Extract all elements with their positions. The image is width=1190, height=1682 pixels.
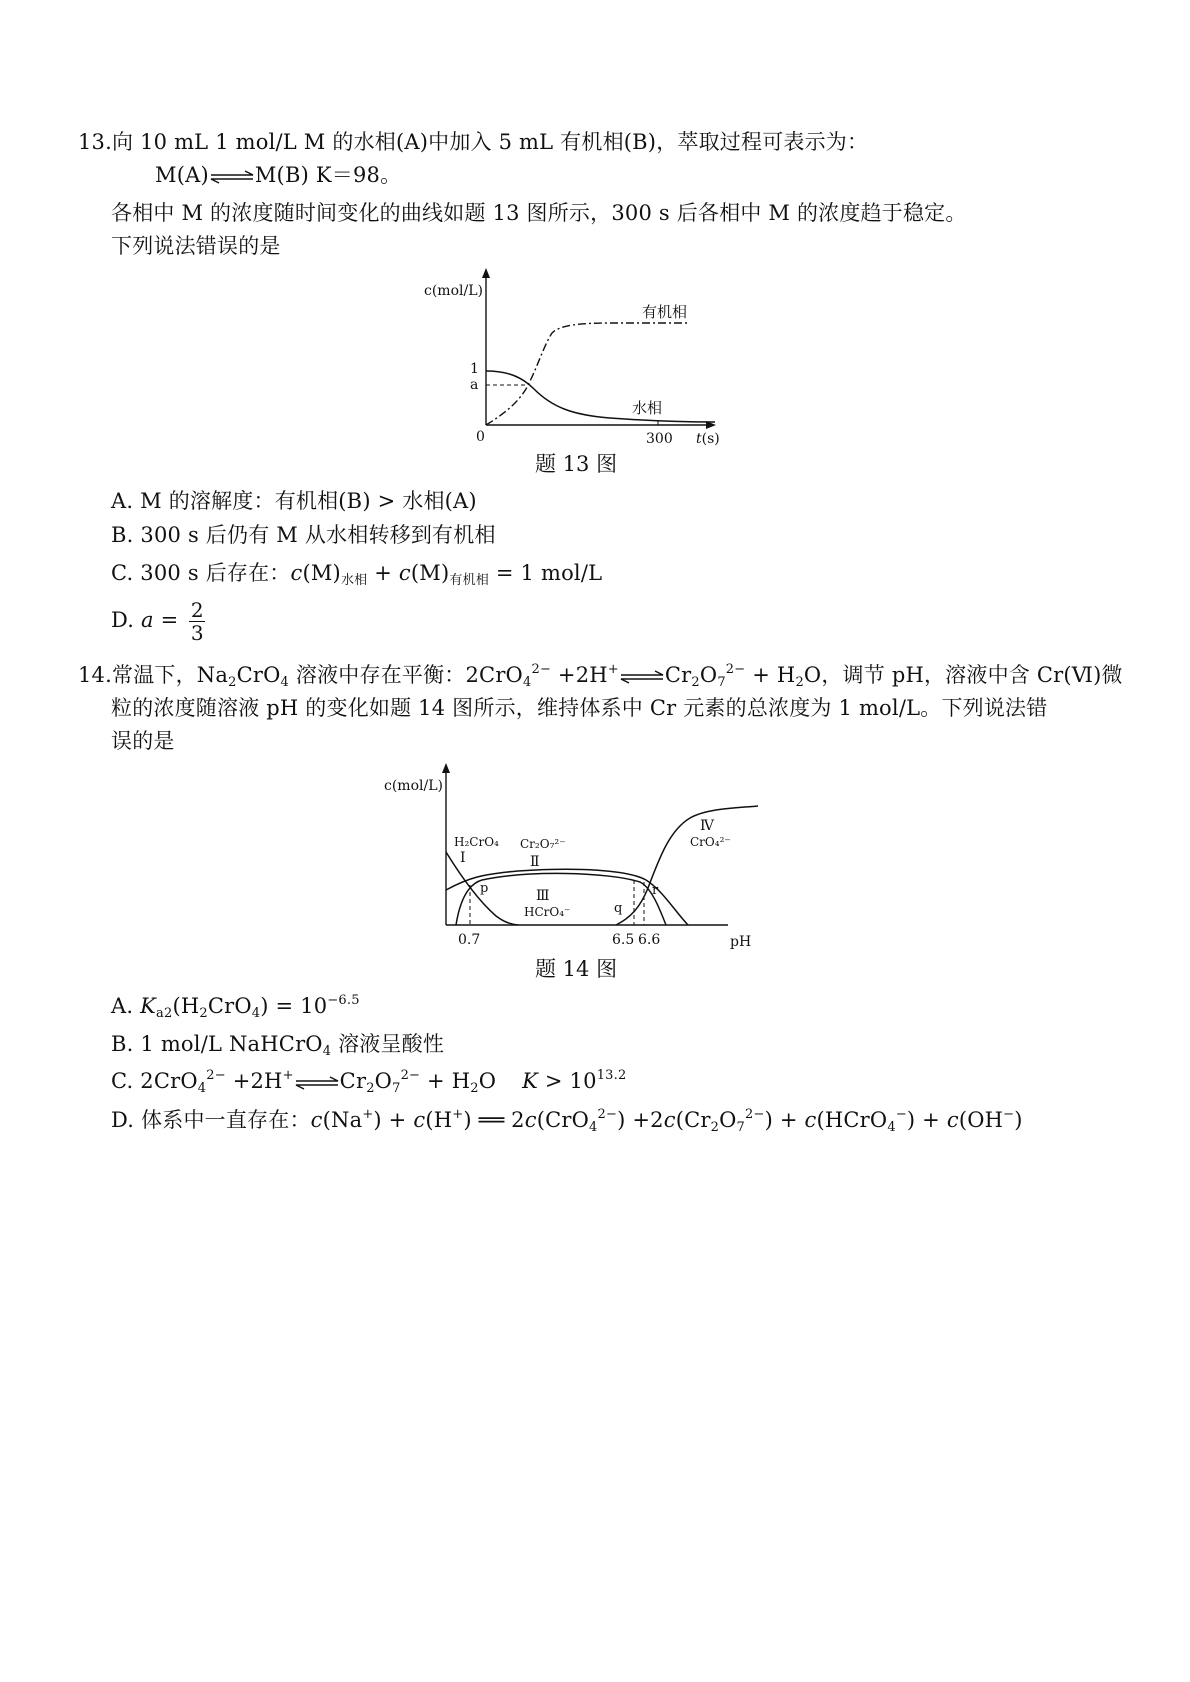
- q13-ytick-a: a: [470, 377, 479, 393]
- q14-label-IV: Ⅳ: [700, 818, 714, 834]
- equilibrium-arrow-icon: [209, 170, 255, 184]
- q13-y-arrow: [482, 268, 490, 278]
- q14-y-arrow: [442, 763, 450, 773]
- q14-number: 14.: [78, 663, 112, 687]
- q13-equation: M(A) M(B) K＝98。: [155, 163, 402, 187]
- q13-xtick-300: 300: [646, 431, 673, 447]
- q13-stem-line1: 13.向 10 mL 1 mol/L M 的水相(A)中加入 5 mL 有机相(B)，萃取过程可表示为：: [78, 130, 869, 154]
- equilibrium-arrow-icon: [294, 1076, 340, 1090]
- q14-point-q: q: [614, 901, 623, 916]
- q13-ylabel: c(mol/L): [424, 283, 483, 299]
- q13-caption: 题 13 图: [535, 452, 618, 476]
- q14-label-III: Ⅲ: [536, 888, 550, 904]
- q13-option-b: B. 300 s 后仍有 M 从水相转移到有机相: [111, 523, 496, 547]
- q14-ylabel: c(mol/L): [384, 778, 443, 794]
- q14-point-p: p: [480, 881, 489, 896]
- q13-ytick-1: 1: [470, 361, 479, 377]
- q14-curve-IV: [616, 806, 758, 925]
- q14-label-I-formula: H₂CrO₄: [454, 835, 499, 849]
- q13-option-c: C. 300 s 后存在：$c(M)_{水相} + c(M)_{有机相} = 1$ mol/L: [111, 561, 603, 588]
- q13-stem-line4: 下列说法错误的是: [111, 234, 281, 258]
- q14-option-d: D. 体系中一直存在：c(Na+) + c(H+) ══ $2c(CrO_4^{2-}) +2c(Cr_2O_7^{2-})$ + c(HCrO$_4$−) + c(OH−): [111, 1107, 1023, 1135]
- q13-label-aqueous: 水相: [632, 399, 663, 417]
- q13-label-organic: 有机相: [642, 303, 688, 321]
- q14-stem-line2: 粒的浓度随溶液 pH 的变化如题 14 图所示，维持体系中 Cr 元素的总浓度为 1 mol/L。下列说法错: [111, 696, 1048, 720]
- q13-figure: [410, 265, 740, 455]
- q14-label-III-formula: HCrO₄⁻: [524, 905, 571, 919]
- q13-origin: 0: [476, 429, 485, 445]
- q13-number: 13.: [78, 130, 112, 154]
- q14-stem-line1: 14.常温下，$Na_2CrO_4$ 溶液中存在平衡：2CrO$_4^{2-}$ +2H+ $Cr_2O_7^{2-} + H_2O$，调节 pH，溶液中含 Cr(Ⅵ)微: [78, 662, 1123, 690]
- q14-option-a: A. $K_{a2}(H_2CrO_4) = 10^{-6.5}$: [111, 993, 360, 1021]
- q13-fraction: $\frac{2}{3}$: [190, 598, 204, 645]
- equilibrium-arrow-icon: [619, 670, 665, 684]
- q14-xlabel: pH: [730, 934, 752, 950]
- q14-label-II-formula: Cr₂O₇²⁻: [520, 837, 566, 851]
- q14-xtick-0.7: 0.7: [458, 932, 481, 948]
- q14-label-I: Ⅰ: [460, 850, 466, 866]
- q14-caption: 题 14 图: [535, 957, 618, 981]
- q14-label-IV-formula: CrO₄²⁻: [690, 835, 731, 849]
- q14-option-b: B. 1 mol/L NaHCrO$_4$ 溶液呈酸性: [111, 1032, 445, 1059]
- q14-xtick-6.6: 6.6: [638, 932, 661, 948]
- q13-option-a: A. M 的溶解度：有机相(B) > 水相(A): [111, 489, 477, 513]
- q14-xtick-6.5: 6.5: [612, 932, 635, 948]
- q14-option-c: C. 2CrO$_4^{2-}$ +2H+ $Cr_2O_7^{2-} + H_2O$ $K > 10^{13.2}$: [111, 1068, 627, 1096]
- q14-label-II: Ⅱ: [530, 854, 540, 870]
- q13-option-d: D. a = $\frac{2}{3}$: [111, 598, 204, 645]
- q14-point-r: r: [652, 883, 659, 898]
- q14-stem-line3: 误的是: [111, 729, 175, 753]
- q13-stem-line3: 各相中 M 的浓度随时间变化的曲线如题 13 图所示，300 s 后各相中 M 的浓度趋于稳定。: [111, 201, 967, 225]
- q14-figure: [378, 760, 778, 955]
- q13-xlabel: t(s): [696, 431, 720, 447]
